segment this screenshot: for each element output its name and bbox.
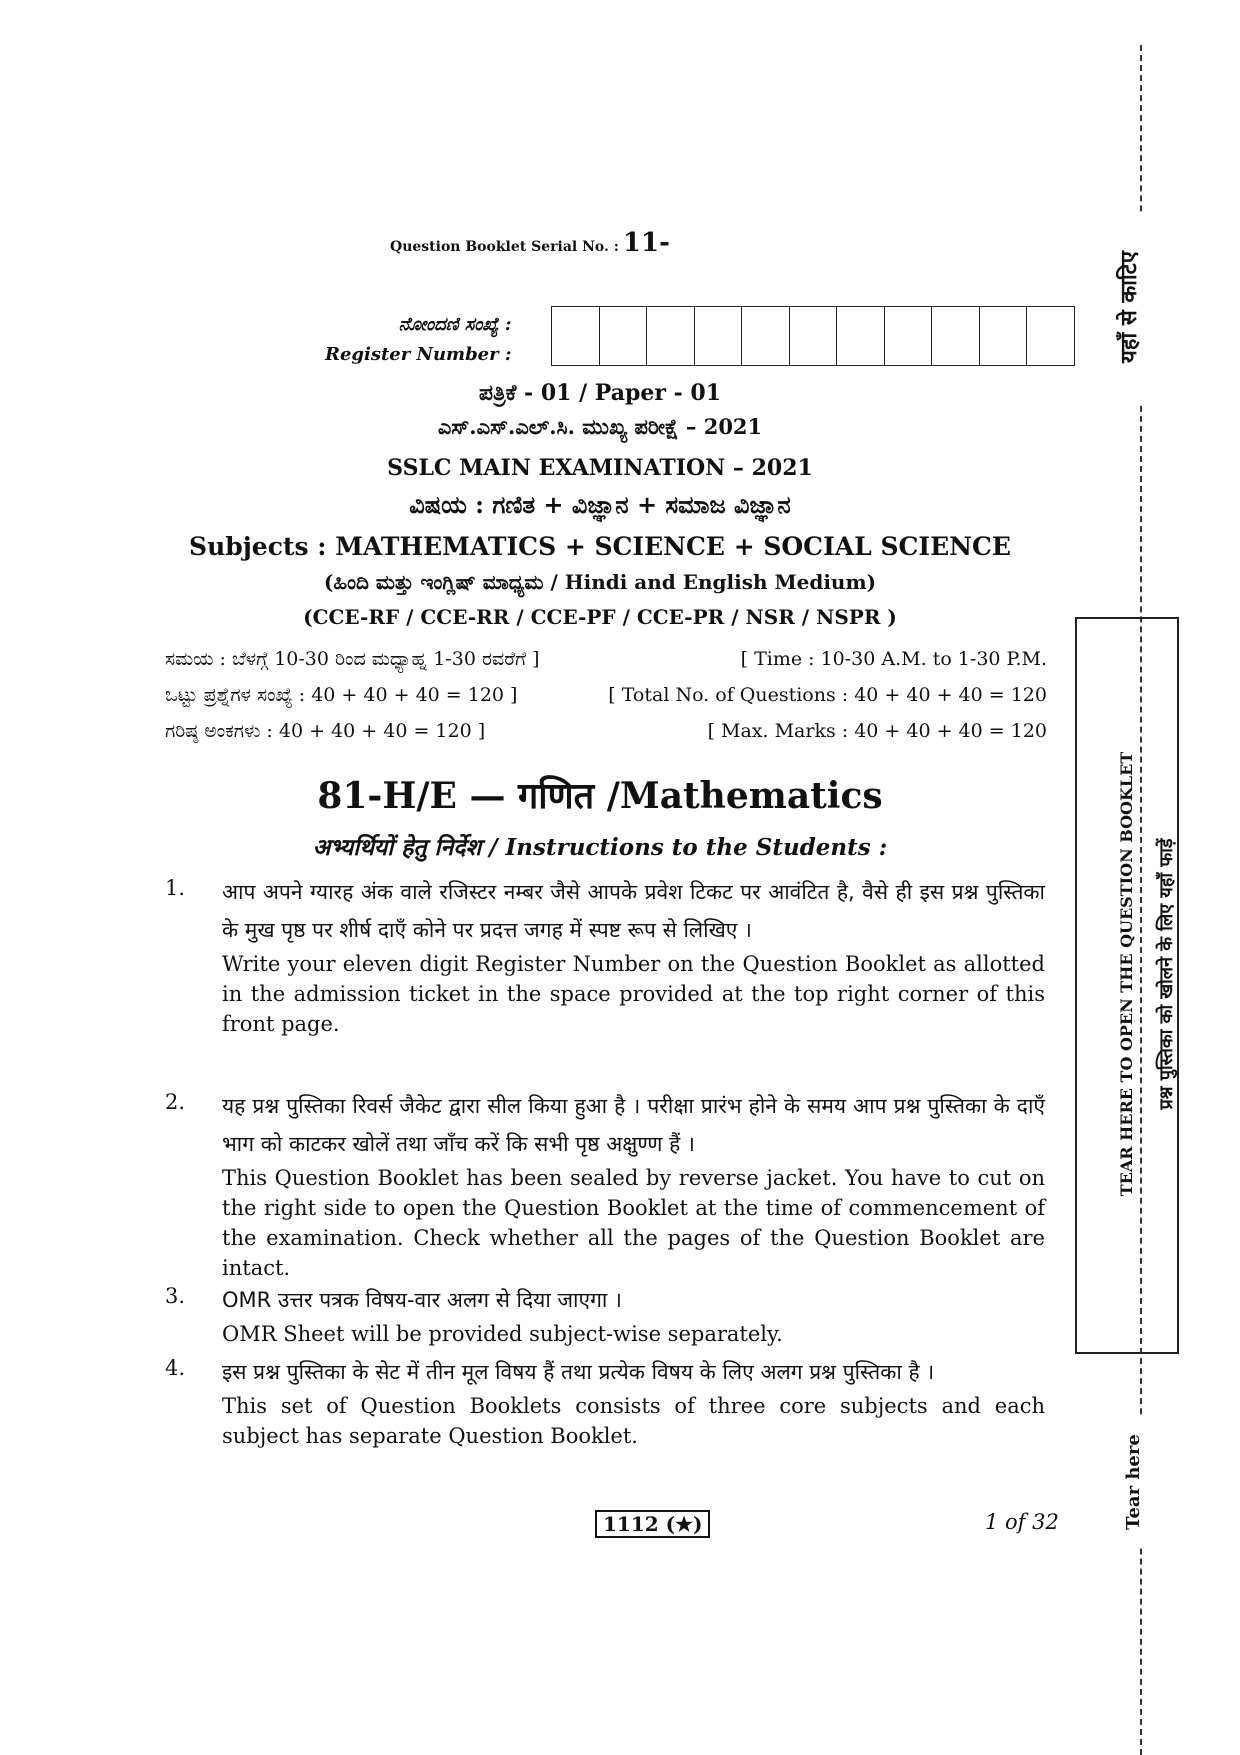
register-label-kannada: ನೋಂದಣಿ ಸಂಖ್ಯೆ : [398, 314, 512, 335]
register-number-label [325, 310, 512, 370]
tear-text-english: TEAR HERE TO OPEN THE QUESTION BOOKLET [1117, 751, 1136, 1197]
paper-line: ಪತ್ರಿಕೆ - 01 / Paper - 01 [478, 380, 722, 406]
booklet-code: 1112 (★) [595, 1510, 710, 1538]
scheme-codes: (CCE-RF / CCE-RR / CCE-PF / CCE-PR / NSR / NSPR ) [303, 605, 897, 629]
register-digit-box[interactable] [742, 307, 790, 365]
exam-name-english: SSLC MAIN EXAMINATION – 2021 [387, 455, 813, 481]
register-digit-box[interactable] [600, 307, 648, 365]
exam-name-kannada: ಎಸ್.ಎಸ್.ಎಲ್.ಸಿ. ಮುಖ್ಯ ಪರೀಕ್ಷೆ – 2021 [437, 414, 763, 439]
instruction-item [165, 1087, 1045, 1283]
page-number: 1 of 32 [985, 1510, 1059, 1534]
register-label-english: Register Number : [325, 344, 512, 365]
item-number: 3. [165, 1284, 186, 1308]
time-english: [ Time : 10-30 A.M. to 1-30 P.M. [740, 648, 1047, 670]
medium-line: (ಹಿಂದಿ ಮತ್ತು ಇಂಗ್ಲಿಷ್ ಮಾಧ್ಯಮ / Hindi and English Medium) [323, 570, 877, 594]
time-kannada: ಸಮಯ : ಬೆಳಗ್ಗೆ 10-30 ರಿಂದ ಮಧ್ಯಾಹ್ನ 1-30 ರವರೆಗೆ ] [165, 648, 540, 670]
register-digit-box[interactable] [932, 307, 980, 365]
cut-here-hindi: यहाँ से काटिए [1113, 212, 1147, 402]
paper-title: 81-H/E — गणित /Mathematics [317, 775, 883, 817]
item-text-english: This Question Booklet has been sealed by reverse jacket. You have to cut on the right side to open the Question Booklet at the time of commencement of the examination. Check whether all the pages of the Question Booklet are intact. [222, 1166, 1045, 1280]
serial-label: Question Booklet Serial No. : [390, 239, 619, 255]
questions-english: [ Total No. of Questions : 40 + 40 + 40 = 120 [608, 684, 1047, 706]
tear-instruction-box[interactable] [1075, 617, 1179, 1354]
item-text-hindi: OMR उत्तर पत्रक विषय-वार अलग से दिया जाएगा । [222, 1288, 622, 1312]
marks-english: [ Max. Marks : 40 + 40 + 40 = 120 [707, 720, 1047, 742]
register-digit-box[interactable] [885, 307, 933, 365]
register-digit-box[interactable] [980, 307, 1028, 365]
register-digit-box[interactable] [837, 307, 885, 365]
tear-here-label: Tear here [1123, 1417, 1147, 1547]
item-number: 4. [165, 1356, 186, 1380]
item-text-hindi: यह प्रश्न पुस्तिका रिवर्स जैकेट द्वारा सील किया हुआ है । परीक्षा प्रारंभ होने के समय आप प्रश्न पुस्तिका के दाएँ भाग को काटकर खोलें तथा जाँच करें कि सभी पृष्ठ अक्षुण्ण हैं । [222, 1094, 1045, 1156]
register-digit-box[interactable] [647, 307, 695, 365]
item-text-english: OMR Sheet will be provided subject-wise separately. [222, 1322, 783, 1346]
subject-english: Subjects : MATHEMATICS + SCIENCE + SOCIAL SCIENCE [189, 532, 1011, 561]
register-digit-box[interactable] [695, 307, 743, 365]
register-digit-box[interactable] [1027, 307, 1074, 365]
tear-text-hindi: प्रश्न पुस्तिका को खोलने के लिए यहाँ फाड़ें [1156, 838, 1177, 1110]
item-text-english: This set of Question Booklets consists of three core subjects and each subject has separate Question Booklet. [222, 1394, 1045, 1448]
instruction-item [165, 1353, 1045, 1451]
instruction-item [165, 873, 1045, 1039]
marks-kannada: ಗರಿಷ್ಠ ಅಂಕಗಳು : 40 + 40 + 40 = 120 ] [165, 720, 486, 742]
questions-kannada: ಒಟ್ಟು ಪ್ರಶ್ನೆಗಳ ಸಂಖ್ಯೆ : 40 + 40 + 40 = 120 ] [165, 684, 518, 706]
subject-kannada: ವಿಷಯ : ಗಣಿತ + ವಿಜ್ಞಾನ + ಸಮಾಜ ವಿಜ್ಞಾನ [409, 490, 791, 519]
item-number: 1. [165, 876, 186, 900]
serial-value: 11- [622, 228, 670, 258]
item-text-hindi: इस प्रश्न पुस्तिका के सेट में तीन मूल विषय हैं तथा प्रत्येक विषय के लिए अलग प्रश्न पुस्तिका है । [222, 1360, 935, 1384]
instructions-heading: अभ्यर्थियों हेतु निर्देश / Instructions to the Students : [312, 834, 888, 861]
register-digit-box[interactable] [790, 307, 838, 365]
item-text-english: Write your eleven digit Register Number on the Question Booklet as allotted in the admission ticket in the space provided at the top right corner of this front page. [222, 952, 1045, 1036]
serial-number [390, 228, 670, 258]
instruction-item [165, 1281, 1045, 1349]
register-digit-box[interactable] [552, 307, 600, 365]
item-text-hindi: आप अपने ग्यारह अंक वाले रजिस्टर नम्बर जैसे आपके प्रवेश टिकट पर आवंटित है, वैसे ही इस प्रश्न पुस्तिका के मुख पृष्ठ पर शीर्ष दाएँ कोने पर प्रदत्त जगह में स्पष्ट रूप से लिखिए । [222, 880, 1045, 942]
item-number: 2. [165, 1090, 186, 1114]
register-number-boxes[interactable] [551, 306, 1075, 366]
